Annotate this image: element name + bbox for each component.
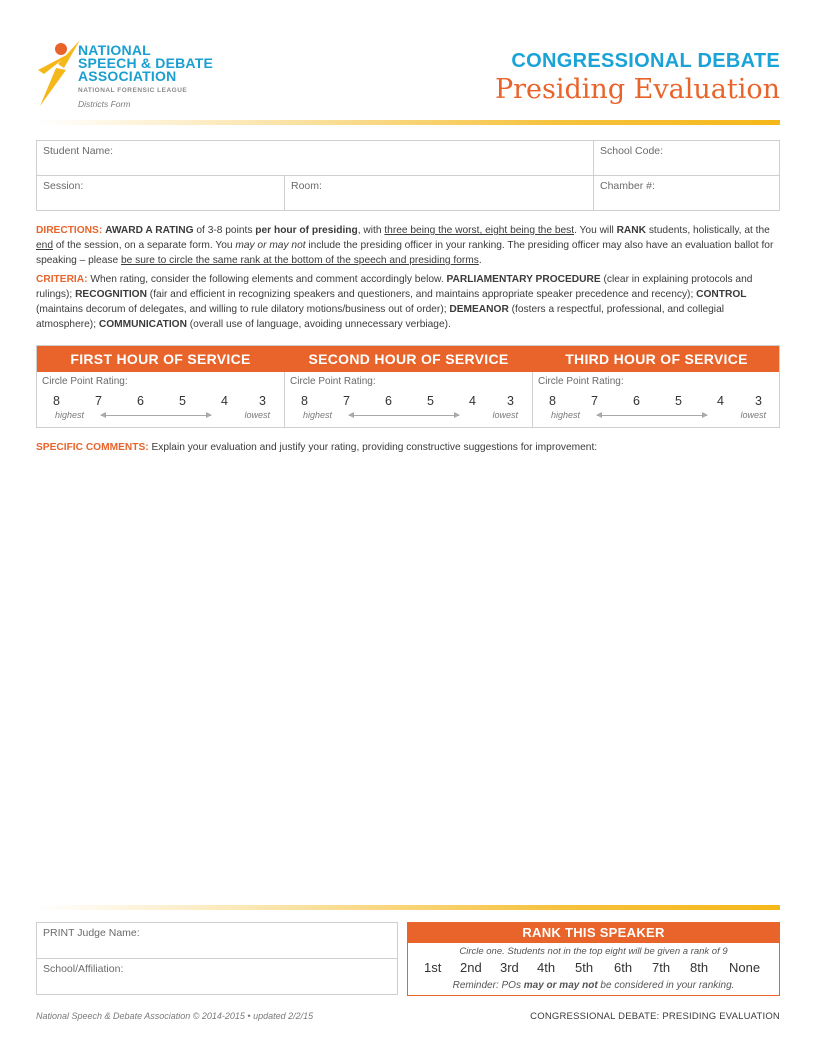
rating-point[interactable]: 6	[385, 394, 392, 408]
criteria-span: (maintains decorum of delegates, and willing to rule dilatory motions/business out of order);	[36, 304, 450, 315]
directions-per-hour: per hour of presiding	[255, 225, 358, 236]
lowest-label: lowest	[740, 410, 766, 420]
directions-circle-note: be sure to circle the same rank at the bottom of the speech and presiding forms	[120, 255, 479, 266]
affiliation-label: School/Affiliation:	[43, 963, 124, 975]
rank-option[interactable]: 3rd	[500, 960, 519, 975]
rating-point[interactable]: 7	[95, 394, 102, 408]
footer-divider	[36, 905, 780, 910]
logo-line-2: SPEECH & DEBATE	[78, 55, 213, 71]
criteria-control: CONTROL	[696, 289, 747, 300]
rank-option[interactable]: 7th	[652, 960, 671, 975]
criteria-demeanor: DEMEANOR	[449, 304, 509, 315]
room-field[interactable]	[284, 175, 594, 211]
rating-point[interactable]: 3	[259, 394, 266, 408]
rank-this-speaker	[407, 922, 780, 996]
comments-instructions: Explain your evaluation and justify your rating, providing constructive suggestions for improvement:	[148, 442, 598, 453]
affiliation-field[interactable]	[36, 958, 398, 995]
directions-may: may or may not	[235, 240, 306, 251]
directions-label: DIRECTIONS:	[36, 225, 103, 236]
criteria-label: CRITERIA:	[36, 274, 88, 285]
logo-line-1: NATIONAL	[78, 42, 151, 58]
circle-point-label: Circle Point Rating:	[538, 376, 624, 387]
highest-label: highest	[55, 410, 85, 420]
directions-span: include the presiding officer in your ranking. The presiding officer may also have an evaluation ballot for speaking – please	[36, 240, 774, 266]
rating-point[interactable]: 4	[221, 394, 228, 408]
hour-3-rating	[532, 372, 779, 427]
rank-note: Circle one. Students not in the top eight will be given a rank of 9	[459, 946, 728, 957]
rating-point[interactable]: 5	[675, 394, 682, 408]
specific-comments	[36, 440, 780, 455]
double-arrow-icon	[597, 415, 707, 416]
double-arrow-icon	[101, 415, 211, 416]
comments-area[interactable]	[36, 460, 780, 900]
directions-span: of the session, on a separate form. You	[53, 240, 236, 251]
logo-figure-icon	[36, 36, 80, 108]
rating-point[interactable]: 3	[507, 394, 514, 408]
criteria-parliamentary: PARLIAMENTARY PROCEDURE	[446, 274, 601, 285]
logo-line-3: ASSOCIATION	[78, 68, 177, 84]
rank-option[interactable]: 6th	[614, 960, 633, 975]
rating-points	[47, 394, 272, 408]
rank-option[interactable]: 1st	[424, 960, 442, 975]
form-name: Districts Form	[78, 99, 131, 109]
page-title: CONGRESSIONAL DEBATE	[511, 50, 780, 72]
lowest-label: lowest	[244, 410, 270, 420]
chamber-field[interactable]	[593, 175, 780, 211]
lowest-label: lowest	[492, 410, 518, 420]
criteria-span: (overall use of language, avoiding unnecessary verbiage).	[186, 319, 451, 330]
rating-point[interactable]: 6	[137, 394, 144, 408]
hour-2-rating	[284, 372, 531, 427]
rank-reminder-part: Reminder: POs	[452, 980, 524, 991]
directions-text	[36, 223, 780, 268]
rank-option[interactable]: 2nd	[460, 960, 482, 975]
rank-options	[418, 960, 768, 978]
directions-span: of 3-8 points	[193, 225, 256, 236]
session-label: Session:	[43, 180, 84, 192]
directions-rank: RANK	[616, 225, 646, 236]
directions-span: , with	[357, 225, 385, 236]
criteria-span: (fosters a respectful, professional, and collegial atmosphere);	[36, 304, 724, 330]
rating-point[interactable]: 8	[53, 394, 60, 408]
highest-label: highest	[303, 410, 333, 420]
directions-end: end	[36, 240, 53, 251]
rating-point[interactable]: 5	[427, 394, 434, 408]
highest-lowest-scale	[551, 410, 766, 422]
rank-reminder-emphasis: may or may not	[523, 980, 598, 991]
rank-reminder	[408, 980, 779, 991]
nsda-logo	[36, 36, 226, 116]
criteria-span: (clear in explaining protocols and rulings);	[36, 274, 753, 300]
footer-copyright: National Speech & Debate Association © 2014-2015 • updated 2/2/15	[36, 1011, 314, 1021]
directions-award: AWARD A RATING	[105, 225, 194, 236]
circle-point-label: Circle Point Rating:	[290, 376, 376, 387]
hour-3-title: THIRD HOUR OF SERVICE	[565, 351, 748, 367]
criteria-span: When rating, consider the following elements and comment accordingly below.	[87, 274, 447, 285]
rating-point[interactable]: 4	[469, 394, 476, 408]
page-subtitle: Presiding Evaluation	[494, 74, 780, 105]
session-field[interactable]	[36, 175, 285, 211]
rating-point[interactable]: 3	[755, 394, 762, 408]
rating-points	[543, 394, 768, 408]
rating-point[interactable]: 6	[633, 394, 640, 408]
directions-scale: three being the worst, eight being the best	[384, 225, 575, 236]
criteria-recognition: RECOGNITION	[75, 289, 147, 300]
criteria-text	[36, 272, 780, 332]
rank-option[interactable]: 4th	[537, 960, 556, 975]
room-label: Room:	[291, 180, 322, 192]
header-divider	[36, 120, 780, 125]
directions-span: students, holistically, at the	[646, 225, 770, 236]
rating-point[interactable]: 7	[343, 394, 350, 408]
directions-span: . You will	[574, 225, 617, 236]
highest-lowest-scale	[55, 410, 270, 422]
rating-point[interactable]: 5	[179, 394, 186, 408]
footer-form-title: CONGRESSIONAL DEBATE: PRESIDING EVALUATION	[530, 1011, 780, 1022]
circle-point-label: Circle Point Rating:	[42, 376, 128, 387]
highest-lowest-scale	[303, 410, 518, 422]
criteria-communication: COMMUNICATION	[98, 319, 187, 330]
rating-point[interactable]: 8	[549, 394, 556, 408]
rank-option[interactable]: None	[729, 960, 761, 975]
rank-reminder-part: be considered in your ranking.	[597, 980, 735, 991]
logo-subline: NATIONAL FORENSIC LEAGUE	[78, 87, 188, 94]
hour-1-title: FIRST HOUR OF SERVICE	[70, 351, 251, 367]
rating-point[interactable]: 8	[301, 394, 308, 408]
double-arrow-icon	[349, 415, 459, 416]
hours-header	[37, 346, 779, 372]
rank-option[interactable]: 8th	[690, 960, 709, 975]
judge-name-field[interactable]	[36, 922, 398, 959]
highest-label: highest	[551, 410, 581, 420]
student-name-field[interactable]	[36, 140, 594, 176]
judge-name-label: PRINT Judge Name:	[43, 927, 140, 939]
criteria-span: (fair and efficient in recognizing speakers and questioners, and maintains appropriate speaker precedence and recency);	[146, 289, 697, 300]
directions-span: .	[478, 255, 482, 266]
chamber-label: Chamber #:	[600, 180, 655, 192]
comments-label: SPECIFIC COMMENTS:	[36, 442, 149, 453]
rank-title: RANK THIS SPEAKER	[408, 923, 779, 943]
hour-2-title: SECOND HOUR OF SERVICE	[308, 351, 509, 367]
school-code-field[interactable]	[593, 140, 780, 176]
student-name-label: Student Name:	[43, 145, 114, 157]
school-code-label: School Code:	[600, 145, 664, 157]
rating-point[interactable]: 7	[591, 394, 598, 408]
rating-point[interactable]: 4	[717, 394, 724, 408]
hours-rating-table	[36, 345, 780, 428]
rank-option[interactable]: 5th	[575, 960, 594, 975]
hour-1-rating	[37, 372, 284, 427]
rating-points	[295, 394, 520, 408]
